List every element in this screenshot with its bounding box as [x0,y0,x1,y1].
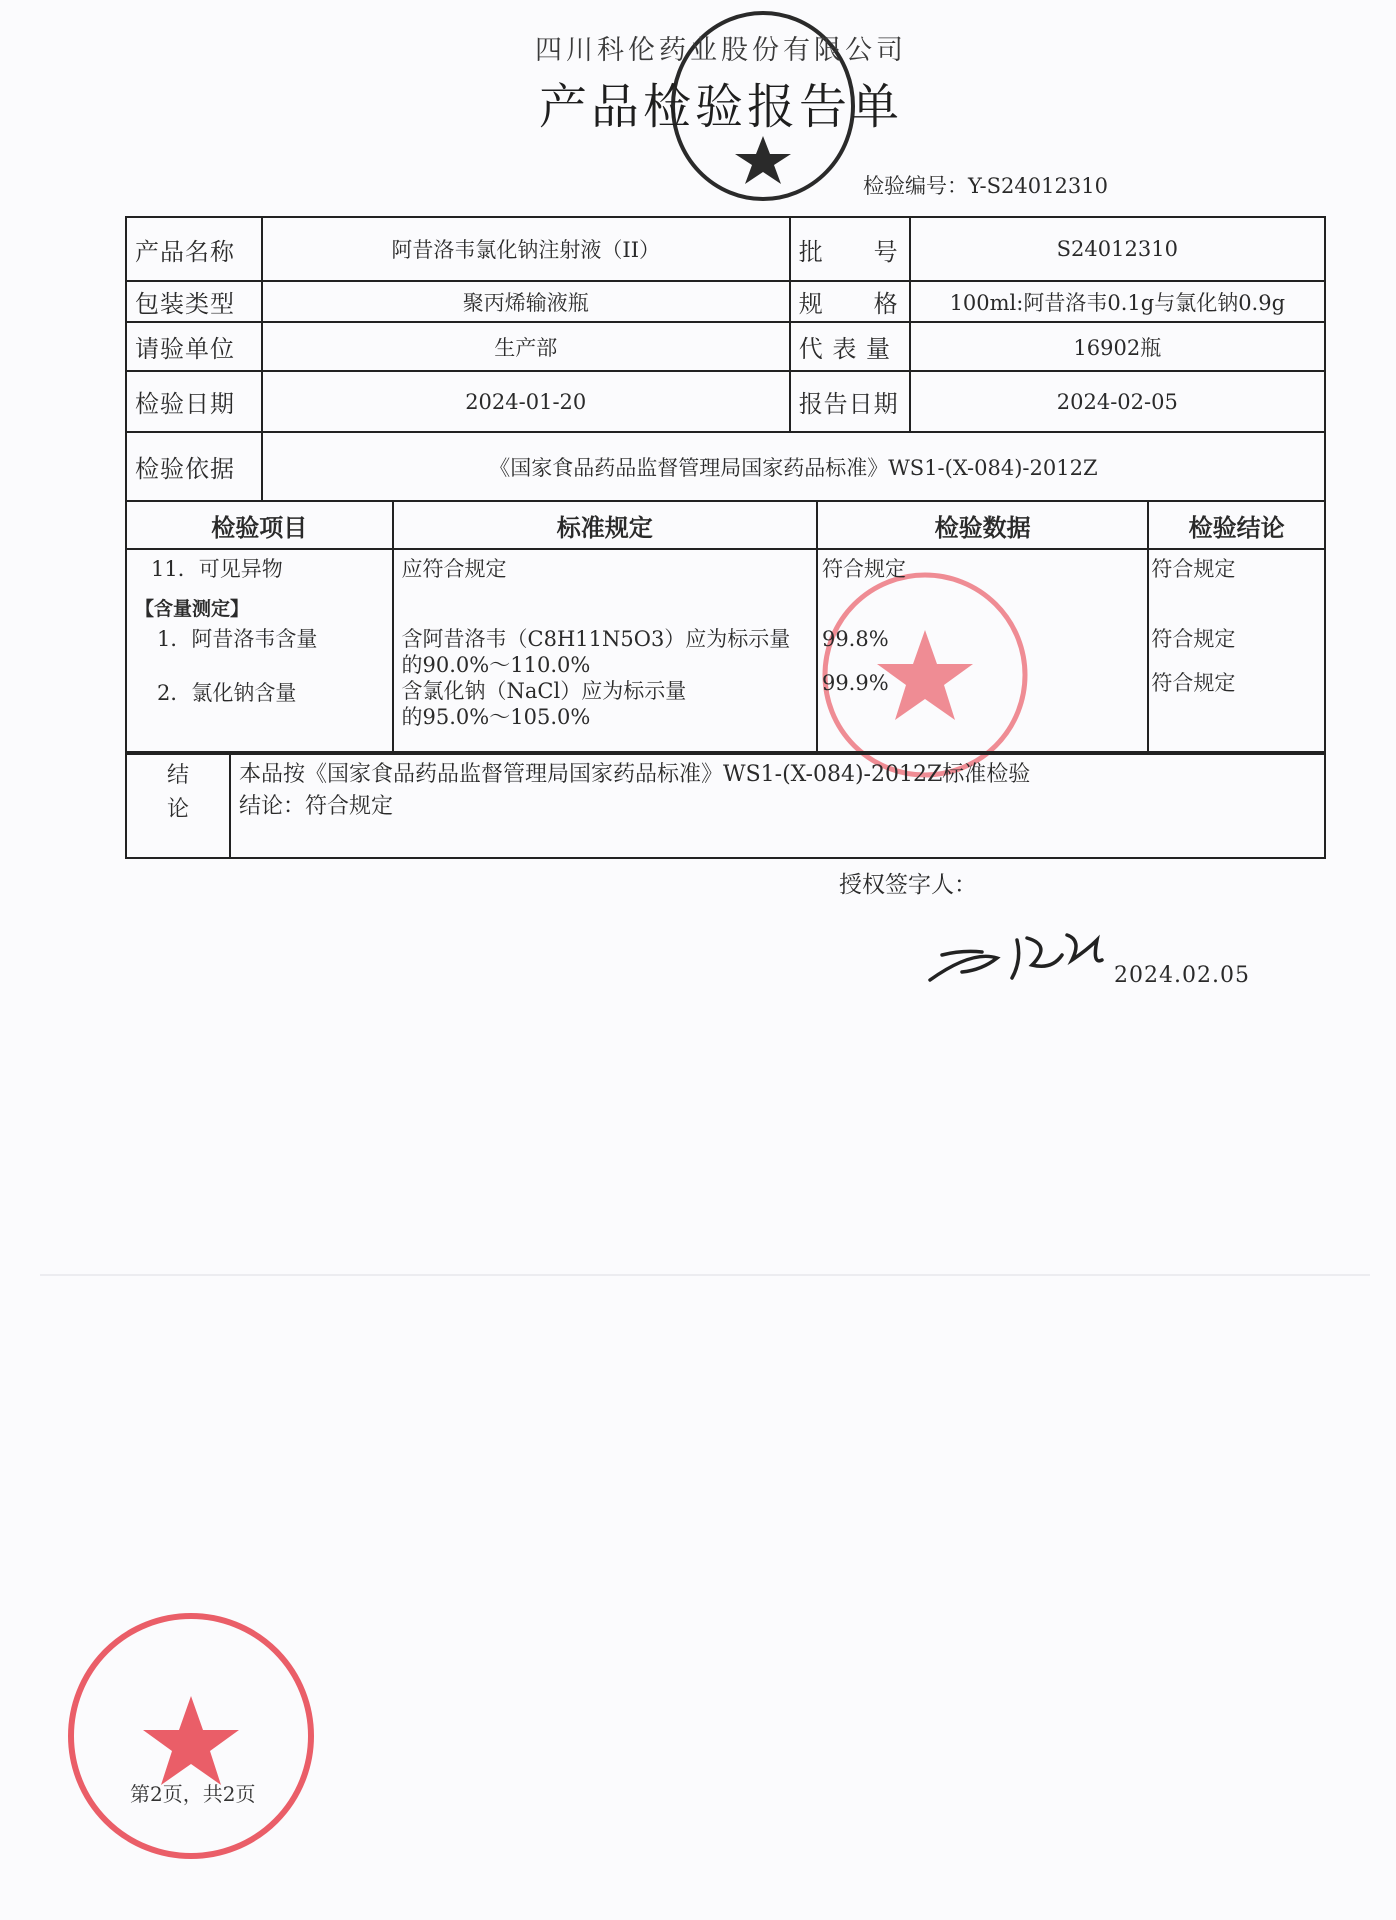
header-data: 检验数据 [817,501,1148,549]
quantity: 16902瓶 [910,322,1325,371]
results-table [125,500,1326,755]
conclusion-label: 结论 [126,752,230,858]
section-assay: 【含量测定】 [135,598,250,620]
company-name: 四川科伦药业股份有限公司 [535,35,907,66]
inspection-basis: 《国家食品药品监督管理局国家药品标准》WS1-(X-084)-2012Z [262,432,1325,501]
conclusion-visible-particles: 符合规定 [1151,557,1236,581]
product-name-label: 产品名称 [126,217,262,281]
scan-fold-line [40,1274,1370,1276]
standard-visible-particles: 应符合规定 [401,557,507,581]
data-column [817,549,1148,754]
item-visible-particles: 11．可见异物 [151,557,283,581]
quantity-label: 代 表 量 [790,322,910,371]
conclusion-line-2: 结论：符合规定 [238,794,393,819]
package-label: 包装类型 [126,281,262,322]
inspection-number [863,170,1108,200]
standard-acyclovir: 含阿昔洛韦（C8H11N5O3）应为标示量 [401,627,791,651]
conclusion-acyclovir: 符合规定 [1151,627,1236,651]
specification: 100ml:阿昔洛韦0.1g与氯化钠0.9g [910,281,1325,322]
header-standard: 标准规定 [393,501,817,549]
star-icon [143,1696,239,1785]
standard-sodium-chloride: 含氯化钠（NaCl）应为标示量 [401,679,687,703]
product-name: 阿昔洛韦氯化钠注射液（II） [262,217,790,281]
report-date-label: 报告日期 [790,371,910,432]
header-conclusion: 检验结论 [1148,501,1325,549]
data-visible-particles: 符合规定 [821,557,906,581]
item-acyclovir: 1．阿昔洛韦含量 [157,627,318,651]
data-sodium-chloride: 99.9% [821,671,889,695]
inspection-date-label: 检验日期 [126,371,262,432]
inspection-number-label: 检验编号： [863,174,968,198]
requester: 生产部 [262,322,790,371]
star-icon [735,136,791,184]
data-acyclovir: 99.8% [821,627,889,651]
product-info-table [125,216,1326,502]
package-type: 聚丙烯输液瓶 [262,281,790,322]
report-date: 2024-02-05 [910,371,1325,432]
standard-sodium-chloride-range: 的95.0%～105.0% [401,705,591,729]
authorized-signatory-label: 授权签字人： [839,872,977,898]
standards-column [393,549,817,754]
inspection-date: 2024-01-20 [262,371,790,432]
conclusion-column [1148,549,1325,754]
spec-label: 规 格 [790,281,910,322]
inspection-number-value: Y-S24012310 [968,174,1108,198]
signature-date: 2024.02.05 [1114,963,1250,988]
basis-label: 检验依据 [126,432,262,501]
handwritten-signature [922,910,1107,990]
batch-label: 批 号 [790,217,910,281]
standard-acyclovir-range: 的90.0%～110.0% [401,653,591,677]
item-sodium-chloride: 2．氯化钠含量 [157,681,297,705]
page-number: 第2页，共2页 [130,1782,256,1806]
conclusion-table [125,751,1326,859]
batch-number: S24012310 [910,217,1325,281]
conclusion-line-1: 本品按《国家食品药品监督管理局国家药品标准》WS1-(X-084)-2012Z标准检验 [238,762,1031,787]
header-item: 检验项目 [126,501,393,549]
items-column [126,549,393,754]
quality-stamp-red [63,1608,319,1864]
requester-label: 请验单位 [126,322,262,371]
document-title: 产品检验报告单 [538,79,903,135]
conclusion-sodium-chloride: 符合规定 [1151,671,1236,695]
